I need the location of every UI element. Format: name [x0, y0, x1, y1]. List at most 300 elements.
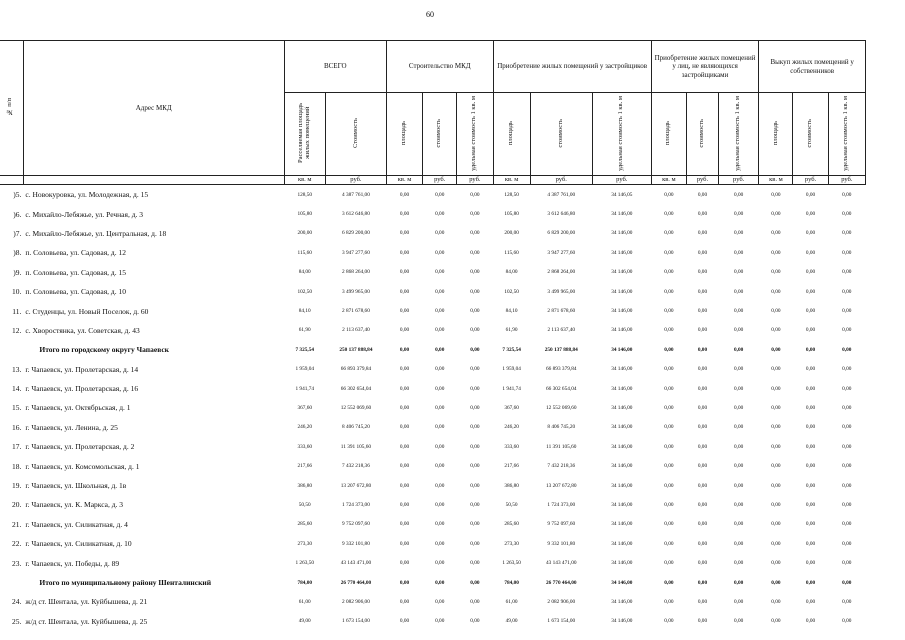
- value-cell: 0,00: [664, 327, 674, 334]
- row-number: 11.: [12, 306, 22, 316]
- subheader-cell: стоимость: [423, 93, 457, 176]
- row-number: 21.: [12, 519, 22, 529]
- value-cell: 34 146,00: [611, 404, 633, 411]
- unit-cell: руб.: [423, 176, 457, 185]
- value-cell: 0,00: [697, 269, 708, 276]
- value-cell: 0,00: [697, 191, 708, 198]
- value-cell: 84,10: [298, 308, 311, 315]
- value-cell: 9 332 101,80: [547, 540, 576, 547]
- value-cell: 250 137 888,84: [544, 346, 578, 353]
- value-cell: 0,00: [435, 385, 445, 392]
- value-cell: 0,00: [470, 618, 480, 625]
- value-cell: 0,00: [771, 579, 781, 586]
- value-cell: 0,00: [805, 346, 816, 353]
- row-number: 14.: [12, 384, 22, 394]
- value-cell: 0,00: [470, 211, 480, 218]
- value-cell: 0,00: [435, 598, 445, 605]
- value-cell: 0,00: [771, 385, 781, 392]
- value-cell: 0,00: [664, 404, 674, 411]
- value-cell: 3 499 965,00: [547, 288, 576, 295]
- value-cell: 0,00: [697, 308, 708, 315]
- value-cell: 0,00: [664, 308, 674, 315]
- value-cell: 246,20: [504, 424, 519, 431]
- value-cell: 0,00: [435, 560, 445, 567]
- value-cell: 0,00: [771, 424, 781, 431]
- value-cell: 61,00: [505, 598, 518, 605]
- value-cell: 285,60: [504, 521, 519, 528]
- value-cell: 0,00: [805, 288, 816, 295]
- value-cell: 0,00: [664, 230, 674, 237]
- row-number: 12.: [12, 325, 22, 335]
- value-cell: 0,00: [842, 540, 852, 547]
- value-cell: 0,00: [734, 579, 744, 586]
- row-address: с. Михайло-Лебяжье, ул. Речная, д. 3: [25, 209, 144, 219]
- row-address: п. Соловьева, ул. Садовая, д. 15: [25, 267, 126, 277]
- value-cell: 0,00: [399, 230, 410, 237]
- value-cell: 1 959,04: [502, 366, 521, 373]
- value-cell: 7 432 218,36: [342, 463, 370, 470]
- value-cell: 2 871 678,60: [547, 308, 576, 315]
- value-cell: 0,00: [771, 501, 781, 508]
- unit-cell: руб.: [793, 176, 828, 185]
- value-cell: 0,00: [664, 540, 674, 547]
- value-cell: 1 724 373,00: [342, 501, 370, 508]
- value-cell: 250 137 888,84: [339, 346, 373, 353]
- value-cell: 0,00: [435, 540, 445, 547]
- value-cell: 0,00: [734, 249, 744, 256]
- value-cell: 0,00: [805, 327, 816, 334]
- row-number: )9.: [13, 267, 22, 277]
- value-cell: 0,00: [399, 443, 410, 450]
- value-cell: 0,00: [805, 618, 816, 625]
- value-cell: 0,00: [470, 249, 480, 256]
- value-cell: 1 673 154,00: [342, 618, 370, 625]
- row-number: )7.: [13, 228, 22, 238]
- subheader-cell: удельная стоимость 1 кв. м: [828, 93, 865, 176]
- value-cell: 0,00: [435, 230, 445, 237]
- resettlement-table: [0, 40, 866, 631]
- unit-cell: кв. м: [759, 176, 793, 185]
- table-row: [0, 534, 866, 553]
- value-cell: 26 770 464,00: [340, 579, 372, 586]
- value-cell: 84,10: [505, 308, 518, 315]
- table-row: [0, 515, 866, 534]
- value-cell: 1 959,04: [295, 366, 314, 373]
- value-cell: 6 829 200,00: [547, 230, 576, 237]
- value-cell: 0,00: [664, 579, 674, 586]
- value-cell: 128,50: [297, 191, 313, 198]
- value-cell: 84,00: [298, 269, 311, 276]
- value-cell: 34 146,00: [611, 327, 633, 334]
- value-cell: 0,00: [771, 191, 781, 198]
- value-cell: 0,00: [771, 540, 781, 547]
- value-cell: 0,00: [399, 327, 410, 334]
- unit-cell: руб.: [325, 176, 386, 185]
- value-cell: 0,00: [435, 482, 445, 489]
- subheader-cell: стоимость: [793, 93, 828, 176]
- value-cell: 333,60: [504, 443, 519, 450]
- value-cell: 0,00: [697, 211, 708, 218]
- value-cell: 34 146,00: [611, 618, 633, 625]
- value-cell: 0,00: [435, 346, 445, 353]
- value-cell: 34 146,00: [611, 211, 633, 218]
- value-cell: 0,00: [805, 404, 816, 411]
- value-cell: 0,00: [734, 230, 744, 237]
- value-cell: 34 146,00: [611, 540, 633, 547]
- value-cell: 0,00: [805, 211, 816, 218]
- value-cell: 0,00: [734, 521, 744, 528]
- row-number: 10.: [12, 287, 22, 297]
- value-cell: 0,00: [842, 618, 852, 625]
- value-cell: 0,00: [771, 366, 781, 373]
- value-cell: 0,00: [771, 211, 781, 218]
- unit-cell: кв. м: [651, 176, 686, 185]
- value-cell: 0,00: [435, 424, 445, 431]
- value-cell: 0,00: [734, 346, 744, 353]
- value-cell: 1 263,50: [502, 560, 521, 567]
- value-cell: 66 302 654,04: [546, 385, 577, 392]
- value-cell: 105,80: [504, 211, 519, 218]
- value-cell: 7 325,54: [295, 346, 314, 353]
- value-cell: 0,00: [697, 443, 708, 450]
- value-cell: 12 552 069,60: [340, 404, 372, 411]
- value-cell: 0,00: [734, 443, 744, 450]
- value-cell: 0,00: [664, 346, 674, 353]
- value-cell: 0,00: [664, 443, 674, 450]
- value-cell: 3 947 277,60: [547, 249, 576, 256]
- value-cell: 0,00: [435, 521, 445, 528]
- value-cell: 0,00: [842, 385, 852, 392]
- value-cell: 0,00: [771, 249, 781, 256]
- value-cell: 9 752 097,60: [342, 521, 370, 528]
- table-row: [0, 321, 866, 340]
- value-cell: 0,00: [842, 230, 852, 237]
- value-cell: 0,00: [842, 404, 852, 411]
- value-cell: 217,66: [504, 463, 519, 470]
- value-cell: 43 143 471,00: [546, 560, 577, 567]
- value-cell: 0,00: [664, 211, 674, 218]
- value-cell: 0,00: [470, 579, 480, 586]
- table-row: [0, 360, 866, 379]
- value-cell: 61,90: [298, 327, 311, 334]
- value-cell: 0,00: [734, 560, 744, 567]
- value-cell: 0,00: [734, 269, 744, 276]
- value-cell: 0,00: [435, 579, 445, 586]
- value-cell: 0,00: [399, 521, 410, 528]
- value-cell: 2 082 906,00: [342, 598, 370, 605]
- value-cell: 0,00: [842, 463, 852, 470]
- value-cell: 333,60: [297, 443, 313, 450]
- value-cell: 0,00: [697, 501, 708, 508]
- value-cell: 0,00: [805, 521, 816, 528]
- value-cell: 34 146,00: [611, 249, 633, 256]
- value-cell: 0,00: [697, 385, 708, 392]
- value-cell: 367,60: [504, 404, 519, 411]
- value-cell: 7 325,54: [502, 346, 521, 353]
- value-cell: 0,00: [435, 269, 445, 276]
- table-row: [0, 553, 866, 572]
- unit-cell: руб.: [686, 176, 718, 185]
- value-cell: 0,00: [470, 521, 480, 528]
- value-cell: 217,66: [297, 463, 313, 470]
- row-number: 22.: [12, 539, 22, 549]
- value-cell: 0,00: [734, 404, 744, 411]
- table-row: [0, 456, 866, 475]
- value-cell: 11 391 105,60: [546, 443, 577, 450]
- value-cell: 0,00: [435, 211, 445, 218]
- value-cell: 0,00: [399, 366, 410, 373]
- value-cell: 0,00: [771, 327, 781, 334]
- row-address: п. Соловьева, ул. Садовая, д. 10: [25, 287, 126, 297]
- table-row: [0, 418, 866, 437]
- value-cell: 0,00: [399, 249, 410, 256]
- value-cell: 386,80: [297, 482, 313, 489]
- subheader-cell: площадь: [386, 93, 422, 176]
- value-cell: 66 893 379,84: [546, 366, 577, 373]
- value-cell: 0,00: [664, 191, 674, 198]
- value-cell: 0,00: [697, 521, 708, 528]
- value-cell: 0,00: [470, 269, 480, 276]
- value-cell: 34 146,00: [611, 443, 633, 450]
- value-cell: 0,00: [697, 327, 708, 334]
- value-cell: 105,80: [297, 211, 313, 218]
- value-cell: 0,00: [771, 269, 781, 276]
- value-cell: 0,00: [734, 501, 744, 508]
- value-cell: 0,00: [771, 443, 781, 450]
- value-cell: 13 207 672,80: [546, 482, 577, 489]
- total-row: [0, 573, 866, 592]
- value-cell: 0,00: [697, 424, 708, 431]
- value-cell: 3 612 646,80: [342, 211, 370, 218]
- value-cell: 0,00: [399, 346, 410, 353]
- value-cell: 0,00: [842, 501, 852, 508]
- value-cell: 0,00: [842, 327, 852, 334]
- value-cell: 1 263,50: [295, 560, 314, 567]
- table-row: [0, 263, 866, 282]
- value-cell: 0,00: [805, 540, 816, 547]
- value-cell: 0,00: [664, 288, 674, 295]
- row-address: г. Чапаевск, ул. К. Маркса, д. 3: [25, 500, 124, 510]
- value-cell: 200,00: [297, 230, 313, 237]
- row-address: п. Соловьева, ул. Садовая, д. 12: [25, 248, 126, 258]
- value-cell: 34 146,00: [611, 482, 633, 489]
- value-cell: 0,00: [435, 366, 445, 373]
- value-cell: 0,00: [771, 618, 781, 625]
- value-cell: 0,00: [805, 308, 816, 315]
- value-cell: 0,00: [470, 540, 480, 547]
- value-cell: 12 552 069,60: [546, 404, 577, 411]
- unit-cell: кв. м: [493, 176, 530, 185]
- row-address: г. Чапаевск, ул. Пролетарская, д. 14: [25, 364, 139, 374]
- value-cell: 8 406 745,20: [547, 424, 576, 431]
- value-cell: 0,00: [470, 308, 480, 315]
- page-number: 60: [426, 10, 434, 19]
- value-cell: 128,50: [504, 191, 519, 198]
- table-row: [0, 379, 866, 398]
- value-cell: 3 947 277,60: [342, 249, 370, 256]
- subheader-cell: стоимость: [686, 93, 718, 176]
- value-cell: 7 432 218,36: [547, 463, 576, 470]
- value-cell: 0,00: [664, 501, 674, 508]
- row-address: с. Хворостянка, ул. Советская, д. 43: [25, 325, 140, 335]
- value-cell: 0,00: [697, 540, 708, 547]
- unit-cell: руб.: [592, 176, 651, 185]
- value-cell: 0,00: [399, 308, 410, 315]
- group-header-buyout: Выкуп жилых помещений у собственников: [759, 41, 866, 93]
- value-cell: 0,00: [435, 463, 445, 470]
- value-cell: 0,00: [734, 211, 744, 218]
- value-cell: 0,00: [734, 424, 744, 431]
- value-cell: 66 893 379,84: [340, 366, 372, 373]
- value-cell: 0,00: [805, 560, 816, 567]
- value-cell: 784,00: [504, 579, 519, 586]
- value-cell: 0,00: [734, 598, 744, 605]
- value-cell: 0,00: [771, 598, 781, 605]
- value-cell: 0,00: [734, 288, 744, 295]
- value-cell: 50,50: [505, 501, 518, 508]
- row-number: 20.: [12, 500, 22, 510]
- value-cell: 0,00: [805, 424, 816, 431]
- value-cell: 102,50: [297, 288, 313, 295]
- value-cell: 34 146,00: [611, 346, 633, 353]
- subheader-cell: удельная стоимость 1 кв. м: [719, 93, 759, 176]
- value-cell: 0,00: [805, 482, 816, 489]
- value-cell: 0,00: [664, 269, 674, 276]
- row-number: 18.: [12, 461, 22, 471]
- value-cell: 0,00: [697, 249, 708, 256]
- value-cell: 0,00: [842, 191, 852, 198]
- value-cell: 6 829 200,00: [342, 230, 370, 237]
- value-cell: 43 143 471,00: [340, 560, 372, 567]
- value-cell: 34 146,00: [611, 230, 633, 237]
- value-cell: 0,00: [470, 424, 480, 431]
- value-cell: 34 146,05: [611, 191, 633, 198]
- value-cell: 0,00: [470, 230, 480, 237]
- value-cell: 49,00: [298, 618, 311, 625]
- value-cell: 34 146,00: [611, 424, 633, 431]
- num-header: № п/п: [0, 41, 23, 176]
- value-cell: 0,00: [805, 443, 816, 450]
- value-cell: 34 146,00: [611, 308, 633, 315]
- value-cell: 34 146,00: [611, 501, 633, 508]
- value-cell: 34 146,00: [611, 463, 633, 470]
- row-number: 13.: [12, 364, 22, 374]
- value-cell: 0,00: [664, 560, 674, 567]
- row-number: )8.: [13, 248, 22, 258]
- value-cell: 285,60: [297, 521, 313, 528]
- value-cell: 0,00: [734, 191, 744, 198]
- value-cell: 0,00: [734, 618, 744, 625]
- value-cell: 0,00: [664, 598, 674, 605]
- value-cell: 0,00: [771, 482, 781, 489]
- value-cell: 367,60: [297, 404, 313, 411]
- table-row: [0, 437, 866, 456]
- value-cell: 0,00: [399, 618, 410, 625]
- group-header-developers: Приобретение жилых помещений у застройщиков: [493, 41, 651, 93]
- unit-cell: руб.: [457, 176, 493, 185]
- value-cell: 0,00: [697, 230, 708, 237]
- value-cell: 0,00: [842, 482, 852, 489]
- value-cell: 0,00: [399, 288, 410, 295]
- value-cell: 0,00: [771, 288, 781, 295]
- value-cell: 0,00: [842, 249, 852, 256]
- value-cell: 0,00: [399, 598, 410, 605]
- value-cell: 0,00: [805, 249, 816, 256]
- value-cell: 2 871 678,60: [342, 308, 370, 315]
- value-cell: 4 387 761,00: [547, 191, 576, 198]
- row-address: с. Новокуровка, ул. Молодежная, д. 15: [25, 190, 149, 200]
- value-cell: 34 146,00: [611, 560, 633, 567]
- value-cell: 11 391 105,60: [340, 443, 372, 450]
- value-cell: 0,00: [842, 598, 852, 605]
- row-address: ж/д ст. Шентала, ул. Куйбышева, д. 21: [25, 597, 148, 607]
- value-cell: 0,00: [435, 249, 445, 256]
- value-cell: 3 499 965,00: [342, 288, 370, 295]
- value-cell: 2 868 264,00: [547, 269, 576, 276]
- value-cell: 0,00: [435, 308, 445, 315]
- value-cell: 0,00: [771, 560, 781, 567]
- value-cell: 784,00: [297, 579, 313, 586]
- subheader-cell: стоимость: [530, 93, 592, 176]
- value-cell: 0,00: [470, 463, 480, 470]
- value-cell: 0,00: [435, 618, 445, 625]
- value-cell: 34 146,00: [611, 579, 633, 586]
- value-cell: 0,00: [399, 501, 410, 508]
- table-row: [0, 185, 866, 205]
- value-cell: 0,00: [805, 598, 816, 605]
- row-number: 16.: [12, 422, 22, 432]
- table-row: [0, 495, 866, 514]
- value-cell: 9 332 101,80: [342, 540, 370, 547]
- row-number: [0, 573, 23, 592]
- value-cell: 386,80: [504, 482, 519, 489]
- table-row: [0, 243, 866, 262]
- subheader-cell: площадь: [759, 93, 793, 176]
- row-address: Итого по муниципальному району Шенталинский: [39, 578, 212, 587]
- row-address: г. Чапаевск, ул. Силикатная, д. 10: [25, 539, 132, 549]
- value-cell: 49,00: [505, 618, 518, 625]
- value-cell: 0,00: [805, 230, 816, 237]
- value-cell: 0,00: [470, 385, 480, 392]
- value-cell: 26 770 464,00: [546, 579, 577, 586]
- value-cell: 0,00: [805, 269, 816, 276]
- value-cell: 0,00: [399, 404, 410, 411]
- value-cell: 0,00: [399, 269, 410, 276]
- value-cell: 0,00: [805, 579, 816, 586]
- address-header: Адрес МКД: [23, 41, 284, 176]
- value-cell: 0,00: [697, 560, 708, 567]
- value-cell: 0,00: [734, 540, 744, 547]
- value-cell: 34 146,00: [611, 598, 633, 605]
- table-row: [0, 282, 866, 301]
- value-cell: 0,00: [435, 191, 445, 198]
- value-cell: 102,50: [504, 288, 519, 295]
- value-cell: 4 387 761,00: [342, 191, 370, 198]
- value-cell: 0,00: [399, 482, 410, 489]
- value-cell: 2 113 637,40: [342, 327, 370, 334]
- value-cell: 0,00: [470, 482, 480, 489]
- row-number: 24.: [12, 597, 22, 607]
- value-cell: 0,00: [771, 346, 781, 353]
- value-cell: 0,00: [842, 424, 852, 431]
- value-cell: 0,00: [664, 366, 674, 373]
- value-cell: 34 146,00: [611, 366, 633, 373]
- value-cell: 9 752 097,60: [547, 521, 576, 528]
- value-cell: 0,00: [470, 288, 480, 295]
- table-row: [0, 592, 866, 611]
- value-cell: 273,30: [297, 540, 313, 547]
- group-header-construction: Строительство МКД: [386, 41, 493, 93]
